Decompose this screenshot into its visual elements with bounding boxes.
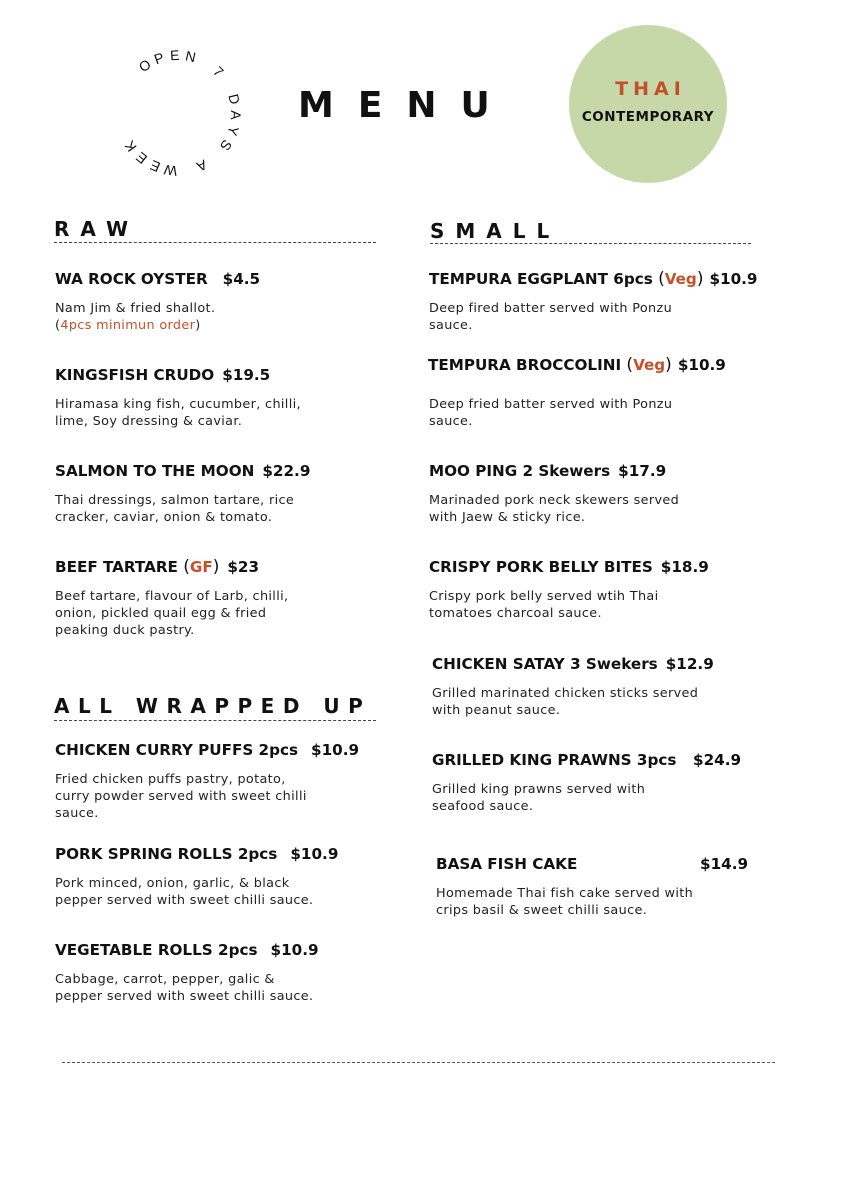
description-line: Crispy pork belly served wtih Thai bbox=[429, 589, 659, 604]
item-name bbox=[428, 355, 726, 375]
menu-item-wa-rock-oyster bbox=[55, 269, 260, 334]
item-name bbox=[55, 269, 260, 289]
description-line: Deep fried batter served with Ponzu bbox=[429, 397, 673, 412]
description-line: Fried chicken puffs pastry, potato, bbox=[55, 772, 286, 787]
description-line: Nam Jim & fried shallot. bbox=[55, 301, 216, 316]
item-title: GRILLED KING PRAWNS 3pcs bbox=[432, 751, 677, 769]
description-line: with peanut sauce. bbox=[432, 703, 561, 718]
section-title-raw: RAW bbox=[54, 217, 140, 241]
description-line: Grilled king prawns served with bbox=[432, 782, 646, 797]
menu-item-grilled-king-prawns bbox=[432, 750, 742, 815]
item-title: MOO PING 2 Skewers bbox=[429, 462, 611, 480]
menu-item-tempura-eggplant bbox=[429, 269, 758, 334]
item-price: $10.9 bbox=[709, 270, 758, 288]
item-name bbox=[429, 557, 709, 577]
item-title: CHICKEN SATAY 3 Swekers bbox=[432, 655, 658, 673]
item-price: $17.9 bbox=[618, 462, 667, 480]
item-name bbox=[429, 461, 679, 481]
description-line: cracker, caviar, onion & tomato. bbox=[55, 510, 273, 525]
item-title: CHICKEN CURRY PUFFS 2pcs bbox=[55, 741, 299, 759]
badge-contemporary: CONTEMPORARY bbox=[581, 108, 715, 125]
tag-paren-close: ) bbox=[696, 269, 704, 289]
description-line: Deep fired batter served with Ponzu bbox=[429, 301, 673, 316]
item-title: WA ROCK OYSTER bbox=[55, 270, 208, 288]
note-accent: 4pcs minimun order bbox=[60, 318, 196, 333]
item-name bbox=[55, 740, 359, 760]
item-title: KINGSFISH CRUDO bbox=[55, 366, 215, 384]
item-name bbox=[55, 940, 319, 960]
menu-item-beef-tartare bbox=[55, 557, 288, 639]
item-description bbox=[55, 588, 288, 639]
item-description bbox=[55, 971, 319, 1005]
item-description bbox=[55, 492, 310, 526]
description-line: Marinaded pork neck skewers served bbox=[429, 493, 680, 508]
ring-letter: O bbox=[135, 55, 154, 76]
item-title: TEMPURA BROCCOLINI bbox=[428, 356, 622, 374]
tag-paren-close: ) bbox=[665, 355, 672, 375]
ring-letter: E bbox=[169, 46, 180, 64]
ring-letter: E bbox=[147, 157, 163, 176]
description-line: crips basil & sweet chilli sauce. bbox=[436, 903, 648, 918]
menu-item-salmon-to-the-moon bbox=[55, 461, 310, 526]
tag-label: Veg bbox=[633, 356, 666, 374]
item-name bbox=[55, 365, 301, 385]
description-line: Hiramasa king fish, cucumber, chilli, bbox=[55, 397, 301, 412]
item-price: $4.5 bbox=[222, 270, 261, 288]
menu-item-vegetable-rolls bbox=[55, 940, 319, 1005]
item-title: VEGETABLE ROLLS 2pcs bbox=[55, 941, 258, 959]
dietary-tag-veg bbox=[658, 270, 703, 288]
order-note bbox=[55, 317, 260, 334]
item-price: $10.9 bbox=[311, 741, 360, 759]
description-line: Thai dressings, salmon tartare, rice bbox=[55, 493, 295, 508]
tag-paren-open: ( bbox=[658, 269, 665, 289]
item-title: TEMPURA EGGPLANT 6pcs bbox=[429, 270, 653, 288]
item-price: $18.9 bbox=[660, 558, 709, 576]
description-line: peaking duck pastry. bbox=[55, 623, 195, 638]
item-price: $14.9 bbox=[700, 855, 749, 873]
ring-letter: K bbox=[121, 137, 140, 155]
description-line: seafood sauce. bbox=[432, 799, 534, 814]
item-price: $19.5 bbox=[222, 366, 271, 384]
item-title: PORK SPRING ROLLS 2pcs bbox=[55, 845, 278, 863]
ring-letter: N bbox=[184, 47, 198, 66]
description-line: tomatoes charcoal sauce. bbox=[429, 606, 602, 621]
item-description bbox=[436, 885, 746, 919]
menu-item-moo-ping bbox=[429, 461, 679, 526]
ring-letter: E bbox=[132, 148, 151, 168]
item-description bbox=[55, 771, 359, 822]
menu-item-basa-fish-cake bbox=[436, 854, 749, 919]
menu-item-chicken-curry-puffs bbox=[55, 740, 359, 822]
menu-item-chicken-satay bbox=[432, 654, 714, 719]
section-title-all-wrapped-up: ALL WRAPPED UP bbox=[54, 694, 372, 718]
ring-svg bbox=[103, 38, 253, 188]
menu-item-tempura-broccolini bbox=[428, 355, 726, 430]
description-line: pepper served with sweet chilli sauce. bbox=[55, 893, 314, 908]
description-line: lime, Soy dressing & caviar. bbox=[55, 414, 243, 429]
description-line: curry powder served with sweet chilli bbox=[55, 789, 307, 804]
description-line: sauce. bbox=[55, 806, 99, 821]
description-line: Beef tartare, flavour of Larb, chilli, bbox=[55, 589, 289, 604]
item-name bbox=[55, 461, 310, 481]
dietary-tag-veg bbox=[626, 356, 671, 374]
ring-letter: W bbox=[163, 161, 179, 180]
item-price: $24.9 bbox=[693, 751, 742, 769]
item-description bbox=[55, 300, 260, 334]
menu-item-pork-spring-rolls bbox=[55, 844, 338, 909]
item-price: $22.9 bbox=[262, 462, 311, 480]
item-description bbox=[432, 781, 742, 815]
menu-item-kingsfish-crudo bbox=[55, 365, 301, 430]
ring-letter: D bbox=[225, 92, 244, 106]
note-paren-open: ( bbox=[55, 318, 61, 333]
tag-label: Veg bbox=[664, 270, 697, 288]
item-description bbox=[432, 685, 714, 719]
item-price: $10.9 bbox=[290, 845, 339, 863]
item-description bbox=[428, 396, 726, 430]
tag-label: GF bbox=[189, 558, 213, 576]
ring-letter: A bbox=[194, 156, 210, 176]
menu-item-crispy-pork-belly-bites bbox=[429, 557, 709, 622]
item-name bbox=[429, 269, 758, 289]
item-description bbox=[429, 492, 679, 526]
section-divider-raw bbox=[54, 242, 376, 243]
item-description bbox=[55, 875, 338, 909]
description-line: Pork minced, onion, garlic, & black bbox=[55, 876, 290, 891]
section-divider-wrapped bbox=[54, 720, 376, 721]
description-line: onion, pickled quail egg & fried bbox=[55, 606, 267, 621]
dietary-tag-gf bbox=[183, 558, 219, 576]
item-title: CRISPY PORK BELLY BITES bbox=[429, 558, 653, 576]
section-title-small: SMALL bbox=[430, 219, 561, 243]
tag-paren-close: ) bbox=[212, 557, 220, 577]
description-line: sauce. bbox=[429, 318, 473, 333]
open-7-days-ring-text bbox=[103, 38, 253, 188]
description-line: pepper served with sweet chilli sauce. bbox=[55, 989, 314, 1004]
tag-paren-open: ( bbox=[183, 557, 190, 577]
description-line: with Jaew & sticky rice. bbox=[429, 510, 586, 525]
item-description bbox=[429, 588, 709, 622]
badge-thai: THAI bbox=[615, 77, 686, 100]
item-price: $10.9 bbox=[677, 356, 726, 374]
item-price: $12.9 bbox=[665, 655, 714, 673]
item-title: SALMON TO THE MOON bbox=[55, 462, 255, 480]
item-name bbox=[55, 844, 338, 864]
item-description bbox=[55, 396, 301, 430]
ring-letter: P bbox=[151, 49, 167, 68]
tag-paren-open: ( bbox=[626, 355, 634, 375]
ring-letter: A bbox=[227, 110, 245, 121]
item-name bbox=[55, 557, 288, 577]
description-line: Homemade Thai fish cake served with bbox=[436, 886, 694, 901]
item-title: BEEF TARTARE bbox=[55, 558, 178, 576]
item-price: $10.9 bbox=[270, 941, 319, 959]
item-price: $23 bbox=[227, 558, 260, 576]
page-title: MENU bbox=[298, 85, 514, 126]
description-line: Cabbage, carrot, pepper, galic & bbox=[55, 972, 275, 987]
ring-letter: 7 bbox=[210, 63, 227, 81]
item-description bbox=[429, 300, 758, 334]
item-name bbox=[432, 654, 714, 674]
ring-letter: Y bbox=[224, 123, 243, 138]
section-divider-small bbox=[430, 243, 751, 244]
item-title: BASA FISH CAKE bbox=[436, 855, 578, 873]
thai-contemporary-badge bbox=[569, 25, 727, 183]
footer-divider bbox=[62, 1062, 775, 1063]
description-line: sauce. bbox=[429, 414, 473, 429]
description-line: Grilled marinated chicken sticks served bbox=[432, 686, 699, 701]
ring-letter: S bbox=[216, 136, 236, 154]
note-paren-close: ) bbox=[195, 318, 201, 333]
